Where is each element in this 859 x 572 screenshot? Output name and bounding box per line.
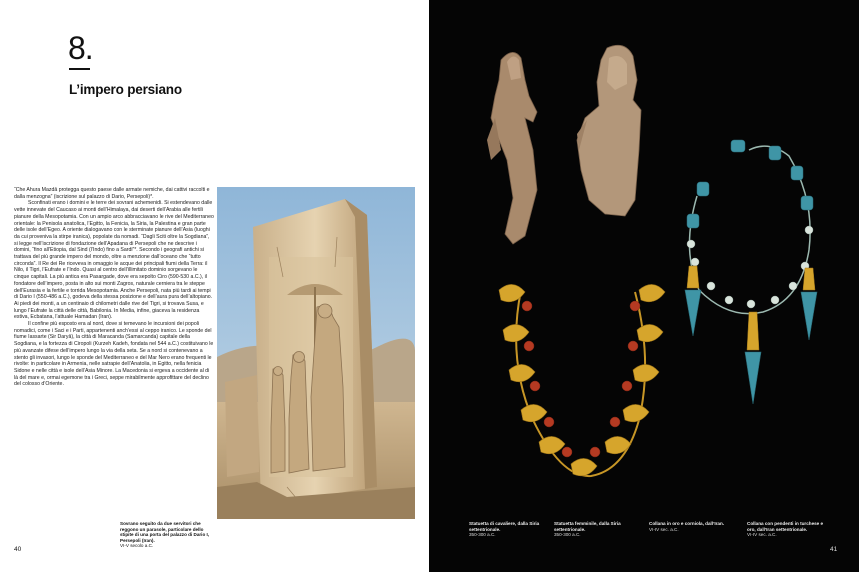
chapter-number-underline [69,68,90,70]
persepolis-relief-image [217,187,415,519]
gold-carnelian-necklace [499,284,665,476]
body-text [14,187,214,388]
caption-horseman [469,521,549,538]
caption-female [554,521,634,538]
caption-title: Collana in oro e corniola, dall’Iran. [649,521,725,526]
photo-caption-title: Sovrano seguito da due servitori che reggono un parasole, particolare dello stipite di una porta del palazzo di Dario I, Persepoli (Iran). [120,521,210,543]
caption-gold-necklace [649,521,729,532]
caption-date: VI-IV sec. a.C. [649,526,679,532]
artifacts-image [429,0,859,572]
page-number-right: 41 [830,546,838,553]
caption-date: VI-IV sec. a.C. [747,532,777,538]
body-paragraph: Sconfinati erano i domini e le terre dei sovrani achemenidi. Si estendevano dalle vette innevate del Caucaso ai monti dell’Himalaya, dai deserti dell’Arabia alle fertili pianure della Mesopotamia. Con un ampio arco abbracciavano le rive del Mediterraneo orientale: la Penisola anatolica, l’Egitto, la Fenicia, la Siria, la Palestina e gran parte delle isole dell’Egeo. A oriente dialogavano con le sterminate pianure dell’Asia (luoghi da cui proveniva la stirpe iranica), popolate da nomadi. “Dagli Sciti oltre la Sogdiana”, si legge nell’iscrizione di fondazione dell’Apadana di Persepoli che ne descrive i domini, “fino all’Etiopia, dal Sind (l’Indo) fino a Sardi”*. Secondo i geografi antichi si trattava del più grande impero del mondo, oltre a menzione dall’oceano che “tutto circonda”. Il Re dei Re riceveva in omaggio le acque dei principali fiumi della Terra: il Nilo, il Tigri, l’Eufrate e l’Indo. Quasi al centro dell’illimitato dominio sorgevano le cinque capitali. La più antica era Pasargade, dove era sepolto Ciro (590-530 a.C.), il fondatore dell’impero, posta in alto sui monti Zagros, naturale cerniera tra le steppe dell’Eurasia e la fertile e torrida Mesopotamia. Anche Persepoli, nata più tardi ai tempi di Dario I (550-486 a.C.), godeva della stessa posizione e dell’aura pura dell’altopiano. Ai piedi dei monti, a un centinaio di chilometri dalle rive del Tigri, si trovava Susa, e lungo l’Eufrate la città delle città, Babilonia. In Media, infine, giaceva la residenza estiva, Ecbatana, l’attuale Hamadan (Iran). [14,200,214,321]
turquoise-gold-necklace [685,140,817,404]
persepolis-relief-photo [217,187,415,519]
chapter-number: 8. [68,30,93,66]
body-paragraph: Il confine più esposto era al nord, dove si temevano le incursioni dei popoli nomadici, come i Saci e i Parti, appartenenti anch’essi al ceppo iranico. Le sponde del fiume Iassarte (Sir Daryā), la città di Maracanda (Samarcanda) capitale della Sogdiana, e la fortezza di Ciropoli (Kurzeh Kadeh, fondata nel 544 a.C.) costituivano le più avanzate difese dell’impero lungo la via della seta. Se a nord si contenevano a stento gli invasori, lungo le sponde del Mediterraneo e del Mar Nero erano frequenti le rivolte: in particolare in Armenia, nelle satrapie dell’Anatolia, in Egitto, nella fenicia Sidone e nelle città e isole dell’Asia Minore. La Macedonia si ergeva a occidente al di là del mare e, ormai egemone tra i Greci, seppe mirabilmente approfittare del declino del colosso d’Oriente. [14,321,214,388]
caption-title: Statuetta femminile, dalla Siria settentrionale. [554,521,621,532]
photo-caption [120,521,215,549]
left-page [0,0,429,572]
caption-date: 350-300 a.C. [554,532,581,538]
photo-caption-date: VI-V secolo a.C. [120,543,154,549]
female-statuette [577,45,641,216]
pendants [685,266,817,404]
chapter-title: L’impero persiano [69,82,182,97]
page-number-left: 40 [14,546,22,553]
body-paragraph-epigraph: “Che Ahura Mazdā protegga questo paese dalle armate nemiche, dai cattivi raccolti e dalla menzogna” (iscrizione sul palazzo di Dario, Persepoli)*. [14,187,210,200]
caption-title: Statuetta di cavaliere, dalla Siria settentrionale. [469,521,540,532]
right-page [429,0,859,572]
horseman-statuette [487,52,537,244]
caption-date: 350-300 a.C. [469,532,496,538]
caption-turquoise-necklace [747,521,827,538]
caption-title: Collana con pendenti in turchese e oro, dall’Iran settentrionale. [747,521,824,532]
